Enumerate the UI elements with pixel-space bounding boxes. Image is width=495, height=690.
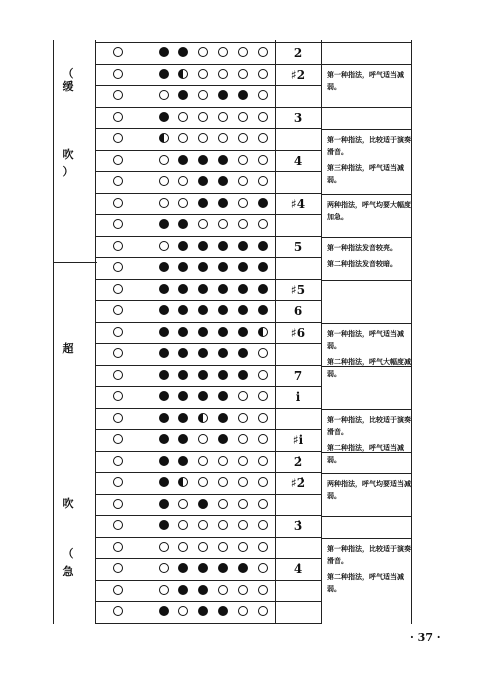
closed-hole-icon — [198, 348, 208, 358]
remark-line: 第二种指法，呼气适当减弱。 — [327, 573, 404, 593]
fingering-row — [97, 151, 274, 173]
note-label: 7 — [293, 368, 303, 383]
open-hole-icon — [159, 155, 169, 165]
open-hole-icon — [178, 520, 188, 530]
open-hole-icon — [238, 542, 248, 552]
open-hole-icon — [113, 391, 123, 401]
closed-hole-icon — [178, 585, 188, 595]
closed-hole-icon — [159, 499, 169, 509]
closed-hole-icon — [159, 370, 169, 380]
fingering-row — [97, 344, 274, 366]
open-hole-icon — [178, 542, 188, 552]
section-char: （ — [62, 547, 74, 560]
remark-divider — [321, 409, 412, 410]
closed-hole-icon — [178, 262, 188, 272]
fingering-row — [97, 559, 274, 581]
open-hole-icon — [258, 456, 268, 466]
half-hole-icon — [159, 133, 169, 143]
open-hole-icon — [218, 456, 228, 466]
closed-hole-icon — [238, 370, 248, 380]
open-hole-icon — [198, 90, 208, 100]
closed-hole-icon — [178, 305, 188, 315]
open-hole-icon — [238, 477, 248, 487]
closed-hole-icon — [218, 563, 228, 573]
open-hole-icon — [258, 477, 268, 487]
open-hole-icon — [238, 456, 248, 466]
remark-text — [327, 242, 411, 274]
open-hole-icon — [238, 112, 248, 122]
remark-line: 第二种指法，呼气适当减弱。 — [327, 444, 404, 464]
closed-hole-icon — [198, 391, 208, 401]
open-hole-icon — [113, 176, 123, 186]
closed-hole-icon — [258, 305, 268, 315]
open-hole-icon — [113, 434, 123, 444]
fingering-row — [97, 581, 274, 603]
open-hole-icon — [159, 585, 169, 595]
open-hole-icon — [198, 456, 208, 466]
closed-hole-icon — [218, 241, 228, 251]
closed-hole-icon — [159, 413, 169, 423]
open-hole-icon — [159, 542, 169, 552]
open-hole-icon — [258, 563, 268, 573]
closed-hole-icon — [218, 305, 228, 315]
closed-hole-icon — [198, 155, 208, 165]
closed-hole-icon — [159, 305, 169, 315]
half-hole-icon — [258, 327, 268, 337]
open-hole-icon — [113, 585, 123, 595]
closed-hole-icon — [238, 284, 248, 294]
closed-hole-icon — [198, 262, 208, 272]
section-char: 超 — [62, 342, 74, 355]
fingering-row — [97, 129, 274, 151]
open-hole-icon — [238, 69, 248, 79]
open-hole-icon — [258, 413, 268, 423]
note-label: i — [295, 390, 301, 404]
closed-hole-icon — [178, 90, 188, 100]
remark-divider — [321, 64, 412, 65]
remark-line: 两种指法，呼气均要适当减弱。 — [327, 480, 411, 500]
open-hole-icon — [258, 176, 268, 186]
closed-hole-icon — [159, 606, 169, 616]
open-hole-icon — [178, 176, 188, 186]
fingering-row — [97, 301, 274, 323]
open-hole-icon — [238, 499, 248, 509]
section-char: （ — [62, 67, 74, 80]
closed-hole-icon — [258, 284, 268, 294]
open-hole-icon — [218, 219, 228, 229]
closed-hole-icon — [198, 563, 208, 573]
open-hole-icon — [159, 198, 169, 208]
note-label: 3̇ — [293, 519, 303, 533]
remark-divider — [321, 194, 412, 195]
open-hole-icon — [198, 112, 208, 122]
open-hole-icon — [238, 606, 248, 616]
fingering-row — [97, 258, 274, 280]
remark-line: 第一种指法，比较适于演奏滑音。 — [327, 545, 411, 565]
closed-hole-icon — [159, 348, 169, 358]
fingering-row — [97, 280, 274, 302]
section-char: 吹 — [62, 497, 74, 510]
fingering-row — [97, 323, 274, 345]
open-hole-icon — [198, 477, 208, 487]
open-hole-icon — [218, 499, 228, 509]
open-hole-icon — [258, 499, 268, 509]
closed-hole-icon — [198, 198, 208, 208]
open-hole-icon — [113, 606, 123, 616]
note-label: ♯2̇ — [290, 476, 306, 490]
closed-hole-icon — [258, 198, 268, 208]
closed-hole-icon — [238, 90, 248, 100]
note-label: ♯i — [292, 433, 304, 447]
closed-hole-icon — [218, 370, 228, 380]
open-hole-icon — [238, 155, 248, 165]
open-hole-icon — [258, 606, 268, 616]
open-hole-icon — [218, 477, 228, 487]
closed-hole-icon — [238, 348, 248, 358]
open-hole-icon — [159, 241, 169, 251]
closed-hole-icon — [159, 219, 169, 229]
fingering-row — [97, 108, 274, 130]
closed-hole-icon — [178, 391, 188, 401]
closed-hole-icon — [238, 241, 248, 251]
remark-line: 第一种指法，呼气适当减弱。 — [327, 71, 404, 91]
open-hole-icon — [258, 585, 268, 595]
closed-hole-icon — [198, 606, 208, 616]
open-hole-icon — [258, 219, 268, 229]
open-hole-icon — [113, 262, 123, 272]
remark-line: 两种指法，呼气均要大幅度加急。 — [327, 201, 411, 221]
closed-hole-icon — [178, 241, 188, 251]
closed-hole-icon — [159, 520, 169, 530]
closed-hole-icon — [218, 606, 228, 616]
open-hole-icon — [238, 219, 248, 229]
remark-divider — [321, 129, 412, 130]
open-hole-icon — [198, 434, 208, 444]
section-char: 吹 — [62, 148, 74, 161]
open-hole-icon — [113, 370, 123, 380]
remark-line: 第一种指法发音较亮。 — [327, 244, 397, 252]
open-hole-icon — [198, 219, 208, 229]
closed-hole-icon — [198, 370, 208, 380]
remark-divider — [321, 237, 412, 238]
section-char: 急 — [62, 565, 74, 578]
open-hole-icon — [258, 47, 268, 57]
open-hole-icon — [258, 112, 268, 122]
fingering-row — [97, 86, 274, 108]
note-label: 4̇ — [293, 562, 303, 576]
open-hole-icon — [218, 585, 228, 595]
note-label: 2̇ — [293, 454, 303, 469]
fingering-row — [97, 473, 274, 495]
note-label: ♯2 — [290, 67, 306, 82]
note-label: ♯5 — [290, 282, 306, 297]
closed-hole-icon — [218, 391, 228, 401]
open-hole-icon — [238, 176, 248, 186]
fingering-row — [97, 43, 274, 65]
fingering-row — [97, 237, 274, 259]
remark-line: 第一种指法，比较适于演奏滑音。 — [327, 416, 411, 436]
remark-line: 第一种指法，呼气适当减弱。 — [327, 330, 404, 350]
note-label: 2 — [293, 46, 303, 60]
fingering-row — [97, 602, 274, 624]
fingering-row — [97, 215, 274, 237]
open-hole-icon — [258, 155, 268, 165]
open-hole-icon — [113, 520, 123, 530]
closed-hole-icon — [218, 176, 228, 186]
closed-hole-icon — [258, 241, 268, 251]
open-hole-icon — [218, 542, 228, 552]
closed-hole-icon — [238, 262, 248, 272]
open-hole-icon — [113, 112, 123, 122]
remark-divider — [321, 280, 412, 281]
closed-hole-icon — [238, 563, 248, 573]
note-label: 5 — [293, 239, 303, 254]
top-border — [95, 42, 411, 43]
remark-line: 第二种指法发音较暗。 — [327, 260, 397, 268]
open-hole-icon — [258, 348, 268, 358]
closed-hole-icon — [159, 112, 169, 122]
closed-hole-icon — [159, 69, 169, 79]
open-hole-icon — [159, 563, 169, 573]
open-hole-icon — [113, 499, 123, 509]
open-hole-icon — [258, 542, 268, 552]
closed-hole-icon — [178, 155, 188, 165]
remark-col-right — [411, 40, 412, 624]
closed-hole-icon — [178, 219, 188, 229]
open-hole-icon — [113, 284, 123, 294]
note-label: 4 — [293, 153, 303, 168]
closed-hole-icon — [178, 47, 188, 57]
fingering-row — [97, 538, 274, 560]
open-hole-icon — [113, 348, 123, 358]
fingering-row — [97, 409, 274, 431]
open-hole-icon — [198, 520, 208, 530]
open-hole-icon — [113, 241, 123, 251]
note-label: ♯4 — [290, 196, 306, 211]
open-hole-icon — [113, 413, 123, 423]
fingering-row — [97, 387, 274, 409]
open-hole-icon — [113, 198, 123, 208]
remark-text — [327, 543, 411, 599]
section-char: 缓 — [62, 80, 74, 93]
closed-hole-icon — [198, 241, 208, 251]
section-char: ） — [62, 165, 74, 178]
open-hole-icon — [238, 413, 248, 423]
fingering-row — [97, 452, 274, 474]
remark-divider — [321, 107, 412, 108]
section-divider — [53, 262, 97, 263]
open-hole-icon — [178, 133, 188, 143]
closed-hole-icon — [178, 284, 188, 294]
open-hole-icon — [113, 90, 123, 100]
closed-hole-icon — [178, 327, 188, 337]
note-label: 3 — [293, 110, 303, 125]
open-hole-icon — [258, 133, 268, 143]
open-hole-icon — [113, 563, 123, 573]
open-hole-icon — [218, 47, 228, 57]
closed-hole-icon — [218, 284, 228, 294]
remark-divider — [321, 538, 412, 539]
closed-hole-icon — [218, 262, 228, 272]
open-hole-icon — [113, 305, 123, 315]
open-hole-icon — [113, 133, 123, 143]
note-label: 6 — [293, 304, 303, 318]
closed-hole-icon — [178, 456, 188, 466]
open-hole-icon — [198, 542, 208, 552]
closed-hole-icon — [159, 47, 169, 57]
remark-text — [327, 478, 411, 506]
open-hole-icon — [198, 47, 208, 57]
remark-text — [327, 69, 411, 97]
open-hole-icon — [238, 585, 248, 595]
open-hole-icon — [218, 520, 228, 530]
closed-hole-icon — [178, 434, 188, 444]
closed-hole-icon — [159, 391, 169, 401]
open-hole-icon — [159, 90, 169, 100]
open-hole-icon — [178, 499, 188, 509]
open-hole-icon — [198, 69, 208, 79]
remark-divider — [321, 323, 412, 324]
open-hole-icon — [178, 112, 188, 122]
open-hole-icon — [113, 47, 123, 57]
open-hole-icon — [178, 198, 188, 208]
closed-hole-icon — [178, 563, 188, 573]
half-hole-icon — [198, 413, 208, 423]
open-hole-icon — [218, 69, 228, 79]
closed-hole-icon — [159, 327, 169, 337]
open-hole-icon — [113, 219, 123, 229]
closed-hole-icon — [218, 434, 228, 444]
half-hole-icon — [178, 477, 188, 487]
closed-hole-icon — [178, 413, 188, 423]
closed-hole-icon — [159, 284, 169, 294]
open-hole-icon — [238, 391, 248, 401]
open-hole-icon — [113, 155, 123, 165]
open-hole-icon — [113, 69, 123, 79]
closed-hole-icon — [238, 305, 248, 315]
closed-hole-icon — [159, 456, 169, 466]
open-hole-icon — [218, 112, 228, 122]
open-hole-icon — [238, 47, 248, 57]
closed-hole-icon — [218, 198, 228, 208]
remark-line: 第三种指法，呼气适当减弱。 — [327, 164, 404, 184]
remark-divider — [321, 516, 412, 517]
closed-hole-icon — [198, 284, 208, 294]
open-hole-icon — [258, 69, 268, 79]
closed-hole-icon — [178, 348, 188, 358]
closed-hole-icon — [258, 262, 268, 272]
open-hole-icon — [258, 370, 268, 380]
closed-hole-icon — [218, 413, 228, 423]
closed-hole-icon — [218, 90, 228, 100]
closed-hole-icon — [218, 155, 228, 165]
open-hole-icon — [113, 327, 123, 337]
closed-hole-icon — [159, 262, 169, 272]
closed-hole-icon — [198, 176, 208, 186]
closed-hole-icon — [159, 434, 169, 444]
open-hole-icon — [178, 606, 188, 616]
closed-hole-icon — [218, 348, 228, 358]
open-hole-icon — [238, 434, 248, 444]
open-hole-icon — [258, 520, 268, 530]
open-hole-icon — [113, 456, 123, 466]
closed-hole-icon — [218, 327, 228, 337]
closed-hole-icon — [238, 327, 248, 337]
fingering-row — [97, 495, 274, 517]
open-hole-icon — [258, 434, 268, 444]
remark-text — [327, 328, 411, 384]
closed-hole-icon — [198, 305, 208, 315]
fingering-row — [97, 366, 274, 388]
remark-line: 第二种指法，呼气大幅度减弱。 — [327, 358, 411, 378]
fingering-row — [97, 194, 274, 216]
left-border — [53, 40, 54, 624]
closed-hole-icon — [198, 585, 208, 595]
open-hole-icon — [258, 391, 268, 401]
note-label: ♯6 — [290, 325, 306, 340]
open-hole-icon — [113, 477, 123, 487]
fingering-row — [97, 65, 274, 87]
open-hole-icon — [238, 198, 248, 208]
open-hole-icon — [258, 90, 268, 100]
remark-text — [327, 199, 411, 227]
remark-divider — [321, 473, 412, 474]
open-hole-icon — [238, 520, 248, 530]
half-hole-icon — [178, 69, 188, 79]
open-hole-icon — [198, 133, 208, 143]
open-hole-icon — [218, 133, 228, 143]
fingering-row — [97, 516, 274, 538]
remark-line: 第一种指法，比较适于演奏滑音。 — [327, 136, 411, 156]
fingering-row — [97, 172, 274, 194]
open-hole-icon — [159, 176, 169, 186]
closed-hole-icon — [159, 477, 169, 487]
closed-hole-icon — [178, 370, 188, 380]
open-hole-icon — [238, 133, 248, 143]
remark-text — [327, 414, 411, 470]
page-number: · 37 · — [410, 631, 441, 644]
remark-text — [327, 134, 411, 190]
closed-hole-icon — [198, 499, 208, 509]
closed-hole-icon — [198, 327, 208, 337]
fingering-row — [97, 430, 274, 452]
open-hole-icon — [113, 542, 123, 552]
